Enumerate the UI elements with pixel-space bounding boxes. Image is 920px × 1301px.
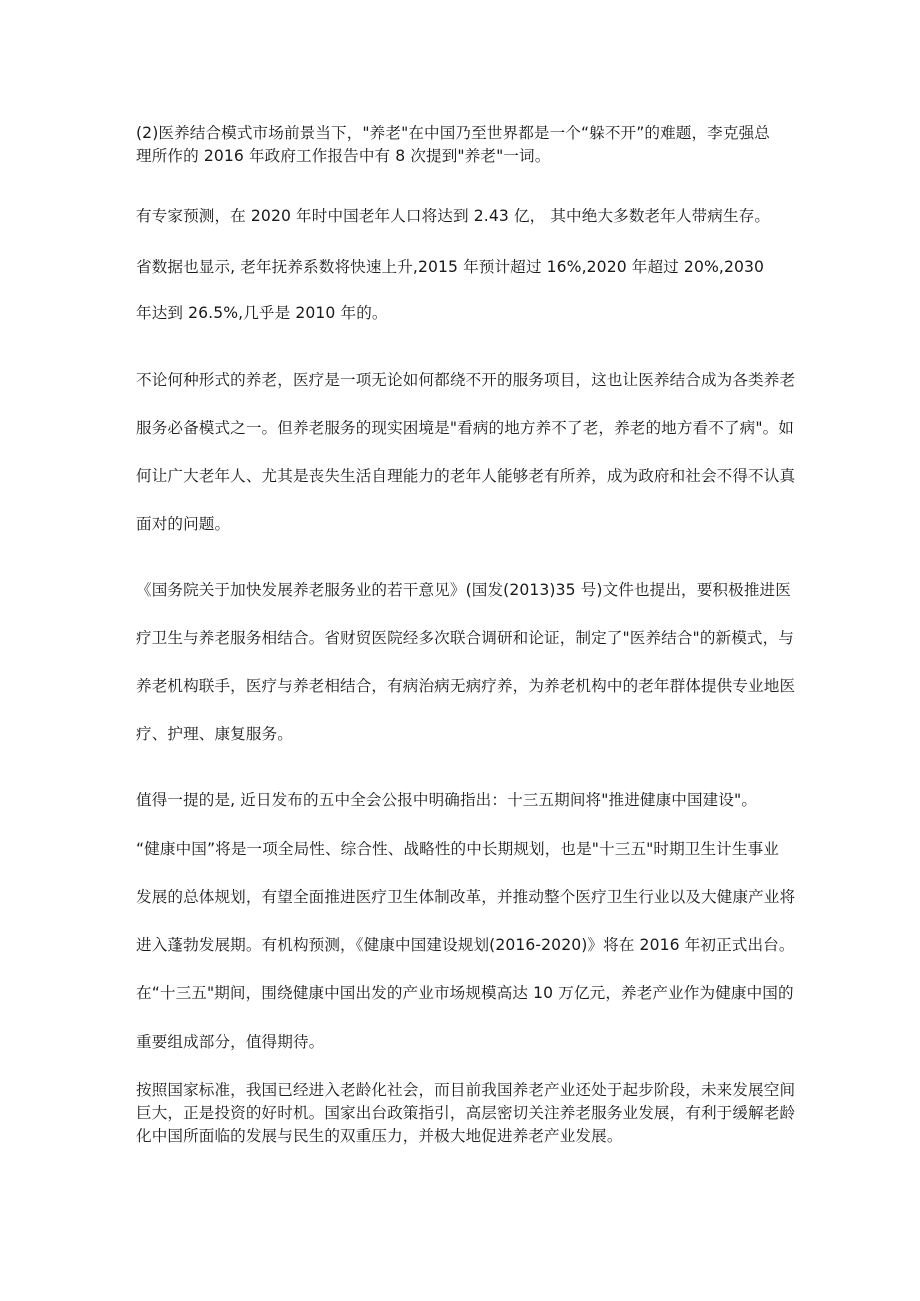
paragraph-4-line-4: 面对的问题。 [136,515,231,533]
paragraph-9-line-2: 巨大，正是投资的好时机。国家出台政策指引，高层密切关注养老服务业发展，有利于缓解老龄 [136,1104,796,1122]
paragraph-7-line-2: 发展的总体规划，有望全面推进医疗卫生体制改革，并推动整个医疗卫生行业以及大健康产业将 [136,888,796,906]
paragraph-3-line-2: 年达到 26.5%,几乎是 2010 年的。 [136,304,388,322]
paragraph-5-line-1: 《国务院关于加快发展养老服务业的若干意见》(国发(2013)35 号)文件也提出，要积极推进医 [136,581,791,599]
paragraph-5-line-2: 疗卫生与养老服务相结合。省财贸医院经多次联合调研和论证，制定了"医养结合"的新模式，与 [136,629,794,647]
paragraph-2-line-1: 有专家预测，在 2020 年时中国老年人口将达到 2.43 亿， 其中绝大多数老年人带病生存。 [136,207,771,225]
paragraph-4-line-1: 不论何种形式的养老，医疗是一项无论如何都绕不开的服务项目，这也让医养结合成为各类养老 [136,371,796,389]
paragraph-8-line-2: 重要组成部分，值得期待。 [136,1033,325,1051]
paragraph-1-line-1: (2)医养结合模式市场前景当下，"养老"在中国乃至世界都是一个“躲不开”的难题，李克强总 [136,124,770,142]
paragraph-4-line-3: 何让广大老年人、尤其是丧失生活自理能力的老年人能够老有所养，成为政府和社会不得不认真 [136,467,796,485]
paragraph-8-line-1: 在“十三五"期间，围绕健康中国出发的产业市场规模高达 10 万亿元，养老产业作为健康中国的 [136,984,794,1002]
paragraph-6-line-1: 值得一提的是, 近日发布的五中全会公报中明确指出：十三五期间将"推进健康中国建设"。 [136,791,758,809]
paragraph-3-line-1: 省数据也显示, 老年抚养系数将快速上升,2015 年预计超过 16%,2020 年超过 20%,2030 [136,258,765,276]
paragraph-9-line-1: 按照国家标准，我国已经进入老龄化社会，而目前我国养老产业还处于起步阶段，未来发展空间 [136,1081,796,1099]
paragraph-5-line-3: 养老机构联手，医疗与养老相结合，有病治病无病疗养，为养老机构中的老年群体提供专业地医 [136,677,796,695]
paragraph-9-line-3: 化中国所面临的发展与民生的双重压力，并极大地促进养老产业发展。 [136,1127,623,1145]
paragraph-1-line-2: 理所作的 2016 年政府工作报告中有 8 次提到"养老"一词。 [136,147,551,165]
paragraph-7-line-1: “健康中国”将是一项全局性、综合性、战略性的中长期规划，也是"十三五"时期卫生计生事业 [136,840,779,858]
paragraph-5-line-4: 疗、护理、康复服务。 [136,725,293,743]
paragraph-7-line-3: 进入蓬勃发展期。有机构预测，《健康中国建设规划(2016-2020)》将在 2016 年初正式出台。 [136,936,795,954]
paragraph-4-line-2: 服务必备模式之一。但养老服务的现实困境是"看病的地方养不了老，养老的地方看不了病"。如 [136,419,794,437]
